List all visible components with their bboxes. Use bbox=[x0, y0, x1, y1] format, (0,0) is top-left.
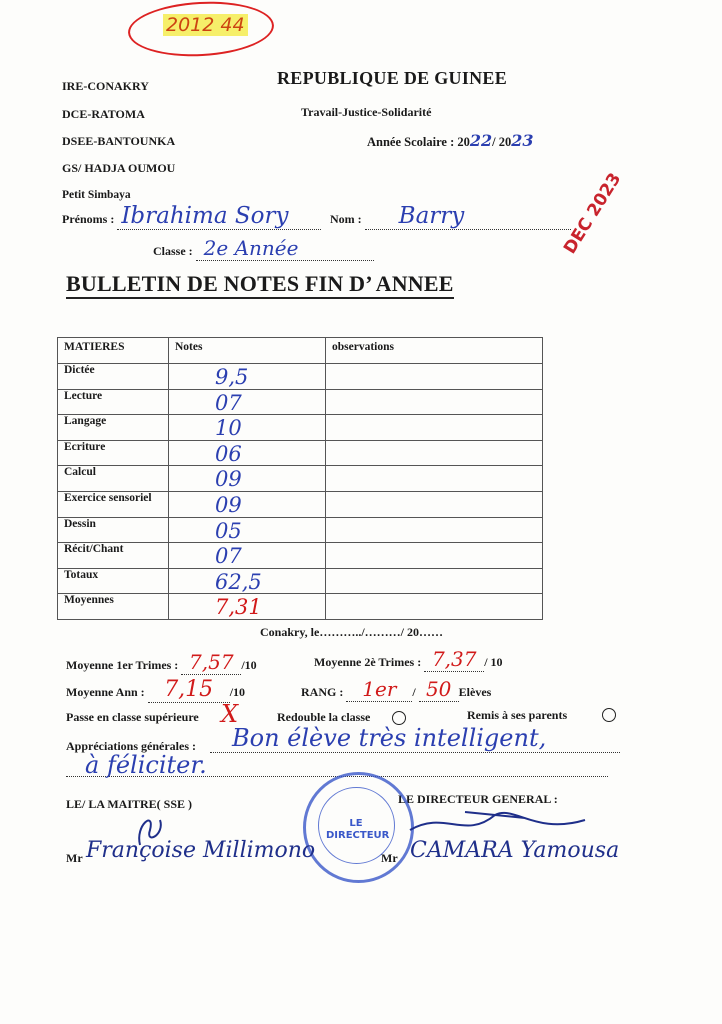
motto: Travail-Justice-Solidarité bbox=[301, 105, 432, 119]
school-year-end: 23 bbox=[511, 131, 534, 150]
republic-title: REPUBLIQUE DE GUINEE bbox=[277, 68, 508, 88]
director-mr-prefix: Mr bbox=[381, 851, 398, 865]
observation-cell bbox=[326, 491, 543, 517]
observation-cell bbox=[326, 389, 543, 415]
rank-value: 1er bbox=[346, 677, 412, 702]
table-row bbox=[58, 440, 543, 466]
table-row bbox=[58, 594, 543, 620]
reference-number: 2012 44 bbox=[163, 14, 248, 36]
term1-average bbox=[66, 650, 257, 675]
director-name: CAMARA Yamousa bbox=[410, 838, 620, 863]
note-value: 62,5 bbox=[215, 569, 262, 594]
header-notes: Notes bbox=[169, 338, 326, 364]
header-line-5: Petit Simbaya bbox=[62, 189, 131, 201]
subject-cell: Langage bbox=[58, 415, 169, 441]
note-cell bbox=[169, 466, 326, 492]
header-line-1: IRE-CONAKRY bbox=[62, 79, 149, 93]
school-year-sep: / 20 bbox=[492, 135, 512, 149]
term1-value: 7,57 bbox=[181, 650, 241, 675]
annual-value: 7,15 bbox=[148, 677, 230, 703]
header-line-4: GS/ HADJA OUMOU bbox=[62, 161, 176, 175]
subject-cell: Calcul bbox=[58, 466, 169, 492]
subject-cell: Ecriture bbox=[58, 440, 169, 466]
term1-label: Moyenne 1er Trimes : bbox=[66, 658, 179, 672]
table-row bbox=[58, 364, 543, 390]
appreciation-line1: Bon élève très intelligent, bbox=[232, 724, 547, 752]
note-cell bbox=[169, 491, 326, 517]
first-name-value: Ibrahima Sory bbox=[117, 203, 321, 230]
teacher-name: Françoise Millimono bbox=[86, 838, 316, 863]
note-value: 07 bbox=[215, 390, 242, 415]
annual-average bbox=[66, 677, 245, 703]
note-cell bbox=[169, 389, 326, 415]
return-checkbox[interactable] bbox=[602, 708, 616, 722]
observation-cell bbox=[326, 415, 543, 441]
repeat-label: Redouble la classe bbox=[277, 710, 371, 724]
school-year-label: Année Scolaire : 20 bbox=[367, 135, 470, 149]
last-name-row bbox=[330, 203, 571, 230]
teacher-mr-prefix: Mr bbox=[66, 851, 83, 865]
table-row bbox=[58, 517, 543, 543]
appreciation-label: Appréciations générales : bbox=[66, 739, 196, 753]
school-year bbox=[367, 131, 534, 150]
class-value: 2e Année bbox=[196, 236, 374, 261]
note-cell bbox=[169, 543, 326, 569]
note-cell bbox=[169, 415, 326, 441]
note-cell bbox=[169, 594, 326, 620]
note-value: 05 bbox=[215, 518, 242, 543]
note-value: 09 bbox=[215, 492, 242, 517]
subject-cell: Récit/Chant bbox=[58, 543, 169, 569]
table-row bbox=[58, 491, 543, 517]
repeat-checkbox[interactable] bbox=[392, 711, 406, 725]
grades-table bbox=[57, 337, 543, 620]
term1-suffix: /10 bbox=[241, 658, 257, 672]
term2-value: 7,37 bbox=[424, 647, 484, 672]
subject-cell: Moyennes bbox=[58, 594, 169, 620]
term2-average bbox=[314, 647, 503, 672]
note-value: 09 bbox=[215, 467, 242, 492]
header-observations: observations bbox=[326, 338, 543, 364]
table-header-row bbox=[58, 338, 543, 364]
rank-suffix: Elèves bbox=[458, 685, 492, 699]
note-cell bbox=[169, 517, 326, 543]
note-value: 06 bbox=[215, 441, 242, 466]
table-row bbox=[58, 568, 543, 594]
rank-total: 50 bbox=[419, 677, 459, 702]
annual-label: Moyenne Ann : bbox=[66, 685, 145, 699]
subject-cell: Exercice sensoriel bbox=[58, 491, 169, 517]
pass-mark[interactable]: X bbox=[221, 700, 239, 728]
header-line-3: DSEE-BANTOUNKA bbox=[62, 134, 176, 148]
note-value: 10 bbox=[215, 416, 242, 441]
teacher-label: LE/ LA MAITRE( SSE ) bbox=[66, 797, 193, 811]
subject-cell: Totaux bbox=[58, 568, 169, 594]
director-label: LE DIRECTEUR GENERAL : bbox=[398, 792, 558, 806]
rank-label: RANG : bbox=[301, 685, 344, 699]
last-name-value: Barry bbox=[365, 203, 571, 230]
appreciation-line2: à féliciter. bbox=[85, 751, 207, 779]
pass-label: Passe en classe supérieure bbox=[66, 710, 199, 724]
note-value: 9,5 bbox=[215, 365, 249, 389]
observation-cell bbox=[326, 594, 543, 620]
bulletin-title: BULLETIN DE NOTES FIN D’ ANNEE bbox=[66, 270, 454, 299]
date-stamp: DEC 2023 bbox=[560, 169, 626, 258]
return-label: Remis à ses parents bbox=[467, 708, 568, 722]
observation-cell bbox=[326, 440, 543, 466]
note-cell bbox=[169, 364, 326, 390]
observation-cell bbox=[326, 364, 543, 390]
note-cell bbox=[169, 568, 326, 594]
term2-label: Moyenne 2è Trimes : bbox=[314, 655, 422, 669]
stamp-text: LE DIRECTEUR bbox=[326, 818, 390, 841]
table-row bbox=[58, 389, 543, 415]
subject-cell: Dessin bbox=[58, 517, 169, 543]
appreciation-line1-rule bbox=[210, 752, 620, 753]
note-value: 7,31 bbox=[215, 595, 262, 620]
observation-cell bbox=[326, 543, 543, 569]
first-name-row bbox=[62, 203, 321, 230]
rank bbox=[301, 677, 491, 702]
school-year-start: 22 bbox=[469, 131, 493, 150]
observation-cell bbox=[326, 568, 543, 594]
annual-suffix: /10 bbox=[229, 685, 246, 699]
observation-cell bbox=[326, 466, 543, 492]
first-name-label: Prénoms : bbox=[62, 212, 115, 226]
header-line-2: DCE-RATOMA bbox=[62, 107, 145, 121]
term2-suffix: / 10 bbox=[484, 655, 503, 669]
note-value: 07 bbox=[215, 544, 242, 569]
last-name-label: Nom : bbox=[330, 212, 362, 226]
table-row bbox=[58, 415, 543, 441]
observation-cell bbox=[326, 517, 543, 543]
table-row bbox=[58, 466, 543, 492]
class-label: Classe : bbox=[153, 244, 193, 258]
subject-cell: Lecture bbox=[58, 389, 169, 415]
place-date: Conakry, le………../………/ 20…… bbox=[260, 625, 444, 639]
subject-cell: Dictée bbox=[58, 364, 169, 390]
class-row bbox=[153, 236, 374, 261]
rank-sep: / bbox=[412, 685, 416, 699]
table-row bbox=[58, 543, 543, 569]
note-cell bbox=[169, 440, 326, 466]
header-subjects: MATIERES bbox=[58, 338, 169, 364]
